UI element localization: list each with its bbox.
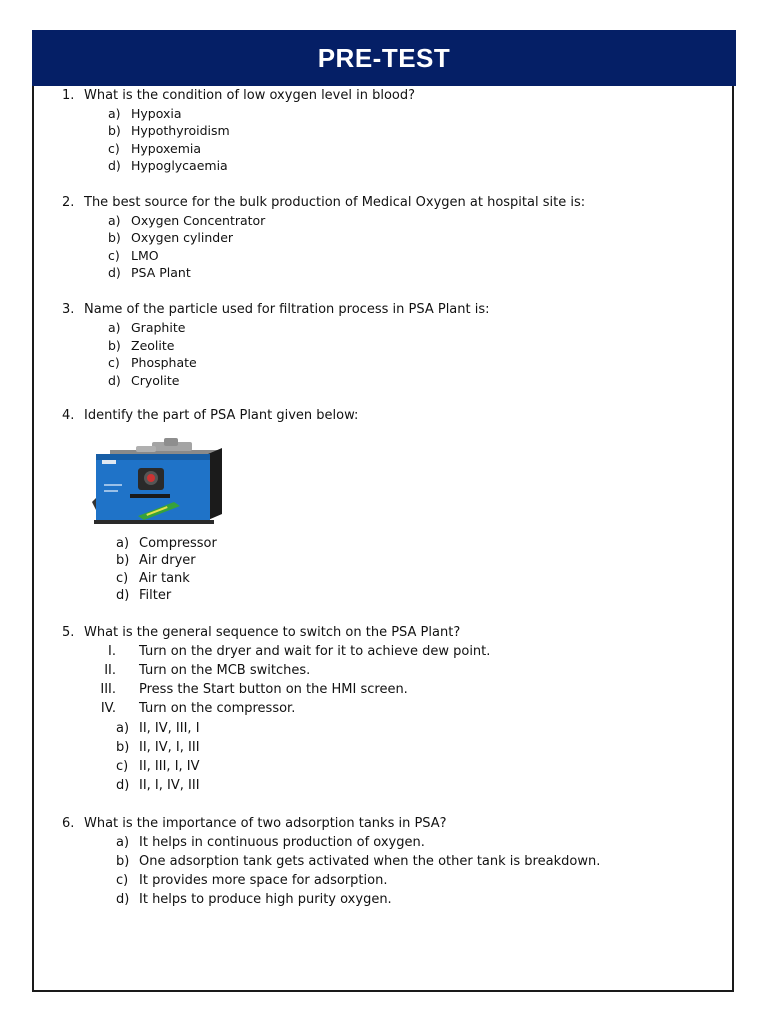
step-numeral: IV. [100,701,116,716]
question-text: Identify the part of PSA Plant given below: [84,408,359,423]
option-text: Cryolite [131,373,180,388]
option-label: c) [108,355,120,370]
option-label: b) [116,854,130,869]
option-text: Hypoxia [131,106,182,121]
option-text: One adsorption tank gets activated when the other tank is breakdown. [139,854,601,869]
option-label: a) [116,835,130,850]
option-text: Compressor [139,536,217,551]
question-number: 1. [62,88,75,103]
option-text: It helps in continuous production of oxygen. [139,835,425,850]
option-text: Hypoglycaemia [131,158,228,173]
step-text: Turn on the MCB switches. [139,663,311,678]
option-label: b) [108,338,121,353]
question-number: 4. [62,408,75,423]
option-label: c) [116,759,129,774]
option-label: a) [108,320,121,335]
option-label: a) [116,721,130,736]
option-text: Air tank [139,571,190,586]
option-label: a) [116,536,130,551]
option-text: Oxygen cylinder [131,230,234,245]
question-text: What is the general sequence to switch on the PSA Plant? [84,625,461,640]
question-text: The best source for the bulk production of Medical Oxygen at hospital site is: [84,195,586,210]
option-text: Air dryer [139,553,196,568]
option-text: II, IV, I, III [139,740,200,755]
question-number: 3. [62,302,75,317]
option-text: Graphite [131,320,186,335]
option-text: It helps to produce high purity oxygen. [139,892,392,907]
step-numeral: I. [108,644,116,659]
question-number: 6. [62,816,75,831]
option-label: b) [108,123,121,138]
step-text: Turn on the dryer and wait for it to achieve dew point. [139,644,491,659]
option-text: Phosphate [131,355,197,370]
page-title: PRE-TEST [317,42,451,73]
option-label: d) [108,373,121,388]
option-text: Oxygen Concentrator [131,213,266,228]
title-banner [32,30,736,86]
question-text: What is the condition of low oxygen level in blood? [84,88,416,103]
option-label: d) [108,265,121,280]
air-dryer-icon [92,438,222,524]
option-text: Hypoxemia [131,141,202,156]
option-label: c) [108,141,120,156]
option-label: b) [116,740,130,755]
option-text: II, I, IV, III [139,778,200,793]
option-text: It provides more space for adsorption. [139,873,388,888]
option-text: LMO [131,248,159,263]
option-label: c) [116,571,129,586]
step-text: Press the Start button on the HMI screen. [139,682,408,697]
option-label: c) [108,248,120,263]
option-text: II, III, I, IV [139,759,200,774]
step-numeral: II. [104,663,116,678]
option-label: d) [116,778,130,793]
option-text: Zeolite [131,338,175,353]
option-text: II, IV, III, I [139,721,200,736]
option-label: c) [116,873,129,888]
option-label: b) [116,553,130,568]
option-label: b) [108,230,121,245]
step-text: Turn on the compressor. [139,701,296,716]
option-label: d) [116,892,130,907]
option-label: a) [108,213,121,228]
question-number: 2. [62,195,75,210]
option-label: d) [116,588,130,603]
option-label: d) [108,158,121,173]
question-text: Name of the particle used for filtration process in PSA Plant is: [84,302,490,317]
air-dryer-image [92,436,224,524]
option-text: Hypothyroidism [131,123,230,138]
option-label: a) [108,106,121,121]
step-numeral: III. [100,682,116,697]
question-text: What is the importance of two adsorption tanks in PSA? [84,816,447,831]
option-text: PSA Plant [131,265,191,280]
question-number: 5. [62,625,75,640]
option-text: Filter [139,588,172,603]
